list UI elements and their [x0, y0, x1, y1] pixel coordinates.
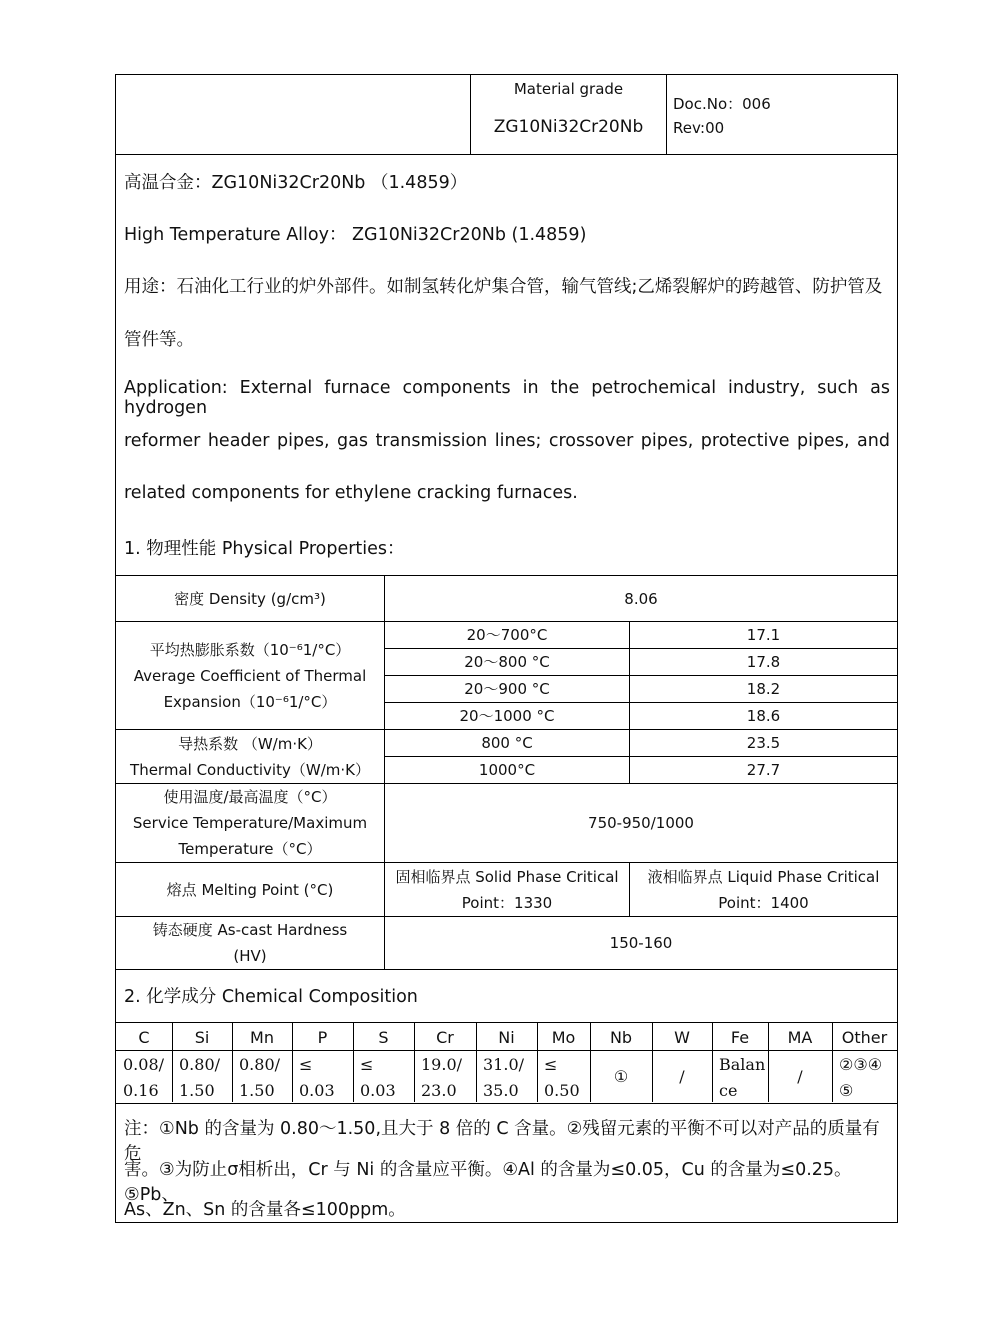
chem-value-line-1: 31.0/	[483, 1055, 525, 1074]
chem-value-line-2: 0.50	[544, 1081, 580, 1100]
chem-column-header: Other	[841, 1028, 888, 1047]
thermal-expansion-range: 20～700°C	[466, 625, 548, 644]
chem-column-header: W	[674, 1028, 690, 1047]
solid-phase-label: 固相临界点 Solid Phase Critical	[395, 867, 619, 886]
material-grade-cell	[471, 75, 667, 154]
chem-value-line-1: 0.80/	[179, 1055, 221, 1074]
hardness-label	[116, 917, 384, 969]
application-line-2: reformer header pipes, gas transmission lines; crossover pipes, protective pipes, and	[124, 431, 890, 451]
conductivity-value: 27.7	[746, 760, 781, 779]
chem-column-header: Mn	[250, 1028, 274, 1047]
thermal-expansion-value: 18.6	[746, 706, 781, 725]
thermal-expansion-label-cn: 平均热膨胀系数（10⁻⁶1/°C）	[149, 640, 351, 659]
document-header	[116, 75, 897, 155]
thermal-expansion-label-en-2: Expansion（10⁻⁶1/°C）	[163, 692, 337, 711]
chem-column-header: P	[317, 1028, 328, 1047]
chem-value-cell	[719, 1052, 768, 1104]
chem-value-line-1: ≤	[544, 1055, 558, 1074]
chem-value-line-2: 1.50	[239, 1081, 275, 1100]
solid-phase-point	[385, 863, 629, 916]
thermal-conductivity-label-cn: 导热系数 （W/m·K）	[178, 734, 322, 753]
chem-value-line-2: 1.50	[179, 1081, 215, 1100]
chem-value-cell	[360, 1052, 414, 1104]
alloy-title-cn: 高温合金：ZG10Ni32Cr20Nb （1.4859）	[124, 173, 468, 193]
chem-column-header: MA	[787, 1028, 813, 1047]
chem-column-header: S	[378, 1028, 389, 1047]
liquid-phase-value: Point：1400	[718, 893, 809, 912]
chemical-composition-heading: 2. 化学成分 Chemical Composition	[124, 987, 418, 1007]
chem-value-line-1: /	[797, 1067, 803, 1086]
chem-value-cell	[768, 1064, 832, 1090]
thermal-expansion-range: 20～1000 °C	[459, 706, 555, 725]
hardness-value: 150-160	[609, 934, 673, 952]
chem-value-line-1: ①	[613, 1067, 629, 1086]
chem-value-cell	[123, 1052, 172, 1104]
chem-value-cell	[179, 1052, 232, 1104]
service-temperature-label-en-2: Temperature（°C）	[178, 840, 322, 858]
header-blank-cell	[116, 75, 471, 154]
note-line-3: As、Zn、Sn 的含量各≤100ppm。	[124, 1200, 406, 1220]
material-grade-value: ZG10Ni32Cr20Nb	[493, 117, 644, 137]
density-label: 密度 Density (g/cm³)	[174, 589, 326, 608]
thermal-expansion-label-en-1: Average Coefficient of Thermal	[133, 666, 367, 685]
physical-properties-heading: 1. 物理性能 Physical Properties：	[124, 539, 405, 559]
thermal-expansion-label	[116, 622, 384, 729]
chem-value-line-1: 0.80/	[239, 1055, 281, 1074]
thermal-expansion-value: 18.2	[746, 679, 781, 698]
melting-point-label: 熔点 Melting Point (°C)	[166, 880, 334, 899]
service-temperature-label-en-1: Service Temperature/Maximum	[132, 814, 368, 832]
chem-value-cell	[544, 1052, 590, 1104]
service-temperature-label-cn: 使用温度/最高温度（°C）	[163, 788, 337, 806]
note-line-1: 注：①Nb 的含量为 0.80～1.50,且大于 8 倍的 C 含量。②残留元素的平衡不可以对产品的质量有危	[124, 1119, 880, 1164]
chem-value-line-1: Balan	[719, 1055, 766, 1074]
chem-value-line-1: 0.08/	[123, 1055, 165, 1074]
usage-cn-line-1: 用途：石油化工行业的炉外部件。如制氢转化炉集合管，输气管线;乙烯裂解炉的跨越管、防护管及	[124, 277, 883, 297]
thermal-expansion-value: 17.8	[746, 652, 781, 671]
chem-value-line-2: ce	[719, 1081, 738, 1100]
chem-column-header: Mo	[551, 1028, 576, 1047]
solid-phase-value: Point：1330	[461, 893, 553, 912]
physical-properties-table	[116, 575, 897, 970]
application-line-3: related components for ethylene cracking furnaces.	[124, 483, 578, 503]
chem-column-header: C	[138, 1028, 150, 1047]
chem-value-cell	[299, 1052, 353, 1104]
chem-value-cell	[839, 1052, 897, 1104]
usage-cn-line-2: 管件等。	[124, 330, 194, 350]
doc-number: Doc.No：006	[673, 95, 771, 113]
thermal-conductivity-label	[116, 730, 384, 783]
chem-value-line-2: 35.0	[483, 1081, 519, 1100]
thermal-conductivity-label-en: Thermal Conductivity（W/m·K）	[130, 760, 370, 779]
liquid-phase-point	[630, 863, 897, 916]
chem-value-cell	[483, 1052, 537, 1104]
conductivity-value: 23.5	[746, 733, 781, 752]
chem-value-line-2: 0.16	[123, 1081, 159, 1100]
chem-column-header: Fe	[730, 1028, 750, 1047]
hardness-label-line-1: 铸态硬度 As-cast Hardness	[152, 921, 348, 939]
conductivity-temp: 800 °C	[481, 733, 533, 752]
chem-value-cell	[590, 1064, 652, 1090]
density-value: 8.06	[624, 589, 658, 608]
application-line-1: Application: External furnace components in the petrochemical industry, such as hydrogen	[124, 378, 890, 418]
material-grade-label: Material grade	[513, 80, 624, 98]
thermal-expansion-range: 20～800 °C	[464, 652, 550, 671]
chem-value-line-1: ≤	[360, 1055, 374, 1074]
chem-value-line-1: /	[679, 1067, 685, 1086]
chem-value-cell	[239, 1052, 292, 1104]
liquid-phase-label: 液相临界点 Liquid Phase Critical	[647, 867, 880, 886]
service-temperature-label	[116, 784, 384, 862]
chem-column-header: Si	[194, 1028, 210, 1047]
chem-value-line-1: ≤	[299, 1055, 313, 1074]
chem-value-line-1: 19.0/	[421, 1055, 463, 1074]
chem-column-header: Cr	[436, 1028, 454, 1047]
chem-value-cell	[421, 1052, 476, 1104]
chem-column-header: Ni	[498, 1028, 515, 1047]
alloy-title-en: High Temperature Alloy： ZG10Ni32Cr20Nb (1.4859)	[124, 225, 587, 245]
note-line-2: 害。③为防止σ相析出，Cr 与 Ni 的含量应平衡。④Al 的含量为≤0.05，Cu 的含量为≤0.25。⑤Pb、	[124, 1160, 852, 1205]
conductivity-temp: 1000°C	[478, 760, 536, 779]
hardness-label-line-2: (HV)	[233, 947, 267, 965]
chem-value-line-2: 0.03	[299, 1081, 335, 1100]
chem-value-line-2: ⑤	[839, 1081, 854, 1100]
thermal-expansion-range: 20～900 °C	[464, 679, 550, 698]
chem-value-cell	[652, 1064, 712, 1090]
chem-value-line-2: 23.0	[421, 1081, 457, 1100]
thermal-expansion-value: 17.1	[746, 625, 781, 644]
document-sheet	[115, 74, 898, 1223]
service-temperature-value: 750-950/1000	[588, 814, 694, 832]
chem-column-header: Nb	[609, 1028, 633, 1047]
chemical-composition-table	[116, 1022, 897, 1104]
chem-value-line-1: ②③④	[839, 1055, 883, 1074]
chem-value-line-2: 0.03	[360, 1081, 396, 1100]
doc-info-cell	[673, 75, 893, 154]
revision: Rev:00	[673, 119, 725, 137]
